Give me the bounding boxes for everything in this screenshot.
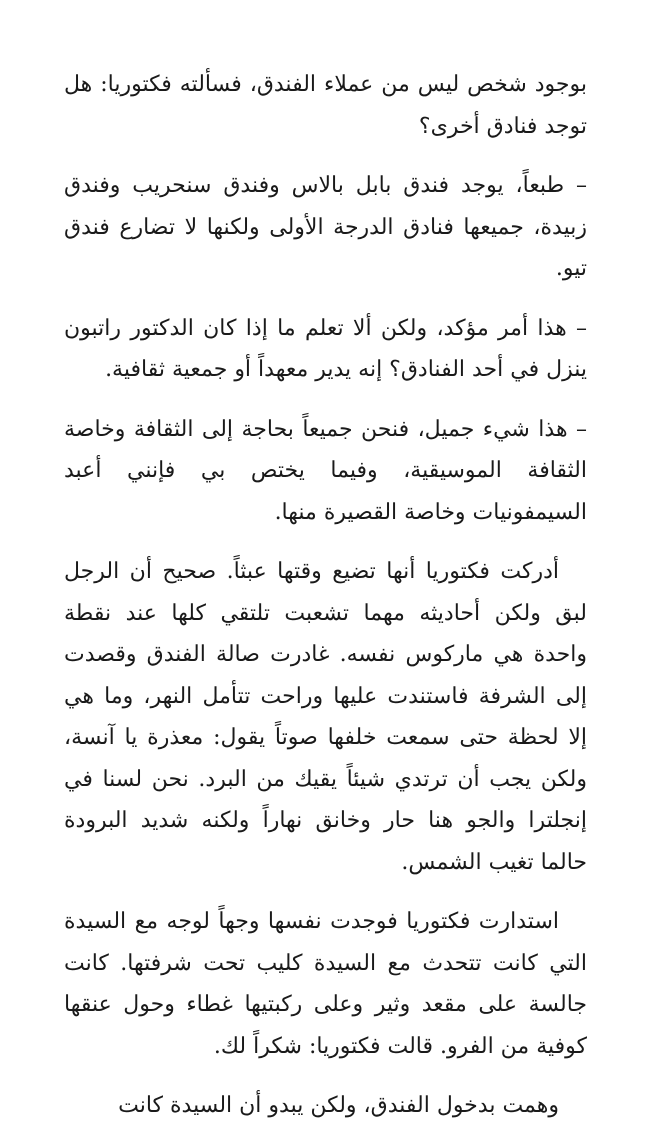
paragraph-1: بوجود شخص ليس من عملاء الفندق، فسألته فكتوريا: هل توجد فنادق أخرى؟ [64,72,587,139]
paragraph-3: – هذا أمر مؤكد، ولكن ألا تعلم ما إذا كان الدكتور راتبون ينزل في أحد الفنادق؟ إنه يدير معهداً أو جمعية ثقافية. [64,315,587,382]
paragraph-5: أدركت فكتوريا أنها تضيع وقتها عبثاً. صحيح أن الرجل لبق ولكن أحاديثه مهما تشعبت تلتقي كلها عند نقطة واحدة هي ماركوس نفسه. غادرت صالة الفندق وقصدت إلى الشرفة فاستندت عليها وراحت تتأمل النهر، وما هي إلا لحظة حتى سمعت خلفها صوتاً يقول: معذرة يا آنسة، ولكن يجب أن ترتدي شيئاً يقيك من البرد. نحن لسنا في إنجلترا والجو هنا حار وخانق نهاراً ولكنه شديد البرودة حالما تغيب الشمس. [64,559,587,875]
paragraph-6: استدارت فكتوريا فوجدت نفسها وجهاً لوجه مع السيدة التي كانت تتحدث مع السيدة كليب تحت شرفتها. كانت جالسة على مقعد وثير وعلى ركبتيها غطاء وحول عنقها كوفية من الفرو. قالت فكتوريا: شكراً لك. [64,909,587,1059]
paragraph-4: – هذا شيء جميل، فنحن جميعاً بحاجة إلى الثقافة وخاصة الثقافة الموسيقية، وفيما يختص بي فإنني أعبد السيمفونيات وخاصة القصيرة منها. [64,416,587,525]
paragraph-7: وهمت بدخول الفندق، ولكن يبدو أن السيدة كانت [118,1093,559,1118]
paragraph-2: – طبعاً، يوجد فندق بابل بالاس وفندق سنحريب وفندق زبيدة، جميعها فنادق الدرجة الأولى ولكنها لا تضارع فندق تيو. [64,173,587,281]
